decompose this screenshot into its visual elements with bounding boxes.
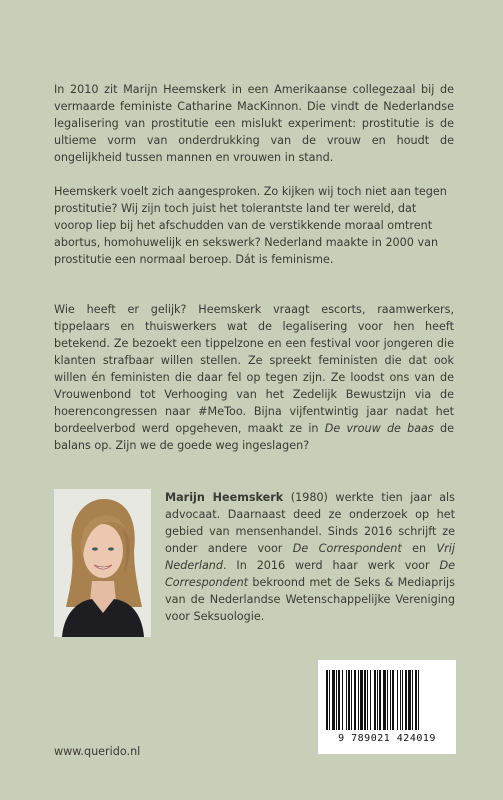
bio-text: bekroond met de Seks & Mediaprijs van de Nederlandse Wetenschappelijke Vereniging voor Seksuologie. [165,576,455,623]
isbn-number: 9 789021 424019 [338,733,436,744]
blurb-paragraph-1: In 2010 zit Marijn Heemskerk in een Amerikaanse collegezaal bij de vermaarde feministe Catharine MacKinnon. Die vindt de Nederlandse legalisering van prostitutie een mislukt experiment: prostitutie is de ultieme vorm van onderdrukking van de vrouw en houdt de ongelijkheid tussen mannen en vrouwen in stand. [54,83,454,164]
barcode-bar [360,670,363,730]
blurb-paragraph-2: Heemskerk voelt zich aangesproken. Zo kijken wij toch niet aan tegen prostitutie? Wij zijn toch juist het tolerantste land ter wereld, dat voorop liep bij het afschudden van de verstikkende moraal omtrent abortus, homohuwelijk en sekswerk? Nederland maakte in 2000 van prostitutie een normaal beroep. Dát is feminisme. [54,185,447,266]
bio-text: . In 2016 werd haar werk voor [223,559,440,572]
barcode-bar [408,670,411,730]
barcode-bar [346,670,347,730]
barcode-bar [351,670,352,730]
publisher-website: www.querido.nl [54,745,141,758]
book-title: De vrouw de baas [324,422,434,435]
bio-text: en [401,542,437,555]
publication-name: De Correspondent [292,542,402,555]
barcode-bar [329,670,330,730]
barcode-bar [374,670,376,730]
barcode-bar [390,670,391,730]
barcode-bar [392,670,394,730]
isbn-barcode [318,660,456,754]
barcode-bar [364,670,366,730]
author-portrait-image [54,489,151,637]
author-bio [165,489,455,625]
publication-name: De Correspondent [165,559,455,589]
barcode-bar [367,670,368,730]
barcode-bar [383,670,386,730]
barcode-bar [402,670,403,730]
barcode-bar [358,670,359,730]
barcode-bar [338,670,340,730]
barcode-bar [418,670,419,730]
barcode-bar [342,670,343,730]
publication-name: Vrij Nederland [165,542,455,572]
blurb-paragraph-3-text: Wie heeft er gelijk? Heemskerk vraagt escorts, raamwerkers, tippelaars en thuiswerkers wat de legalisering voor hen heeft betekend. Ze bezoekt een tippelzone en een festival voor jongeren die klanten strafbaar willen stellen. Ze spreekt feministen die dat ook willen én feministen die daar fel op tegen zijn. Ze loodst ons van de Vrouwenbond tot Verhooging van het Zedelijk Bewustzijn via de hoerencongressen naar #MeToo. Bijna vijfentwintig jaar nadat het bordeelverbod werd opgeheven, maakt ze in [54,303,454,435]
barcode-bar [370,670,371,730]
barcode-bar [332,670,335,730]
barcode-bar [415,670,417,730]
barcode-bar [326,670,328,730]
barcode-bar [354,670,356,730]
bio-text: (1980) werkte tien jaar als advocaat. Daarnaast deed ze onderzoek op het gebied van mensenhandel. Sinds 2016 schrijft ze onder andere voor [165,491,455,555]
author-photo [54,489,151,637]
barcode-bar [397,670,398,730]
barcode-bar [412,670,413,730]
barcode-bar [387,670,388,730]
barcode-bar [348,670,350,730]
barcode-bar [377,670,378,730]
barcode-bar [379,670,381,730]
barcode-bars [326,670,448,730]
barcode-bar [405,670,407,730]
barcode-bar [336,670,337,730]
blurb-paragraph-3 [54,301,454,454]
blurb-paragraph-3-end: de balans op. Zijn we de goede weg ingeslagen? [54,422,454,452]
author-name: Marijn Heemskerk [165,491,284,504]
barcode-bar [400,670,401,730]
